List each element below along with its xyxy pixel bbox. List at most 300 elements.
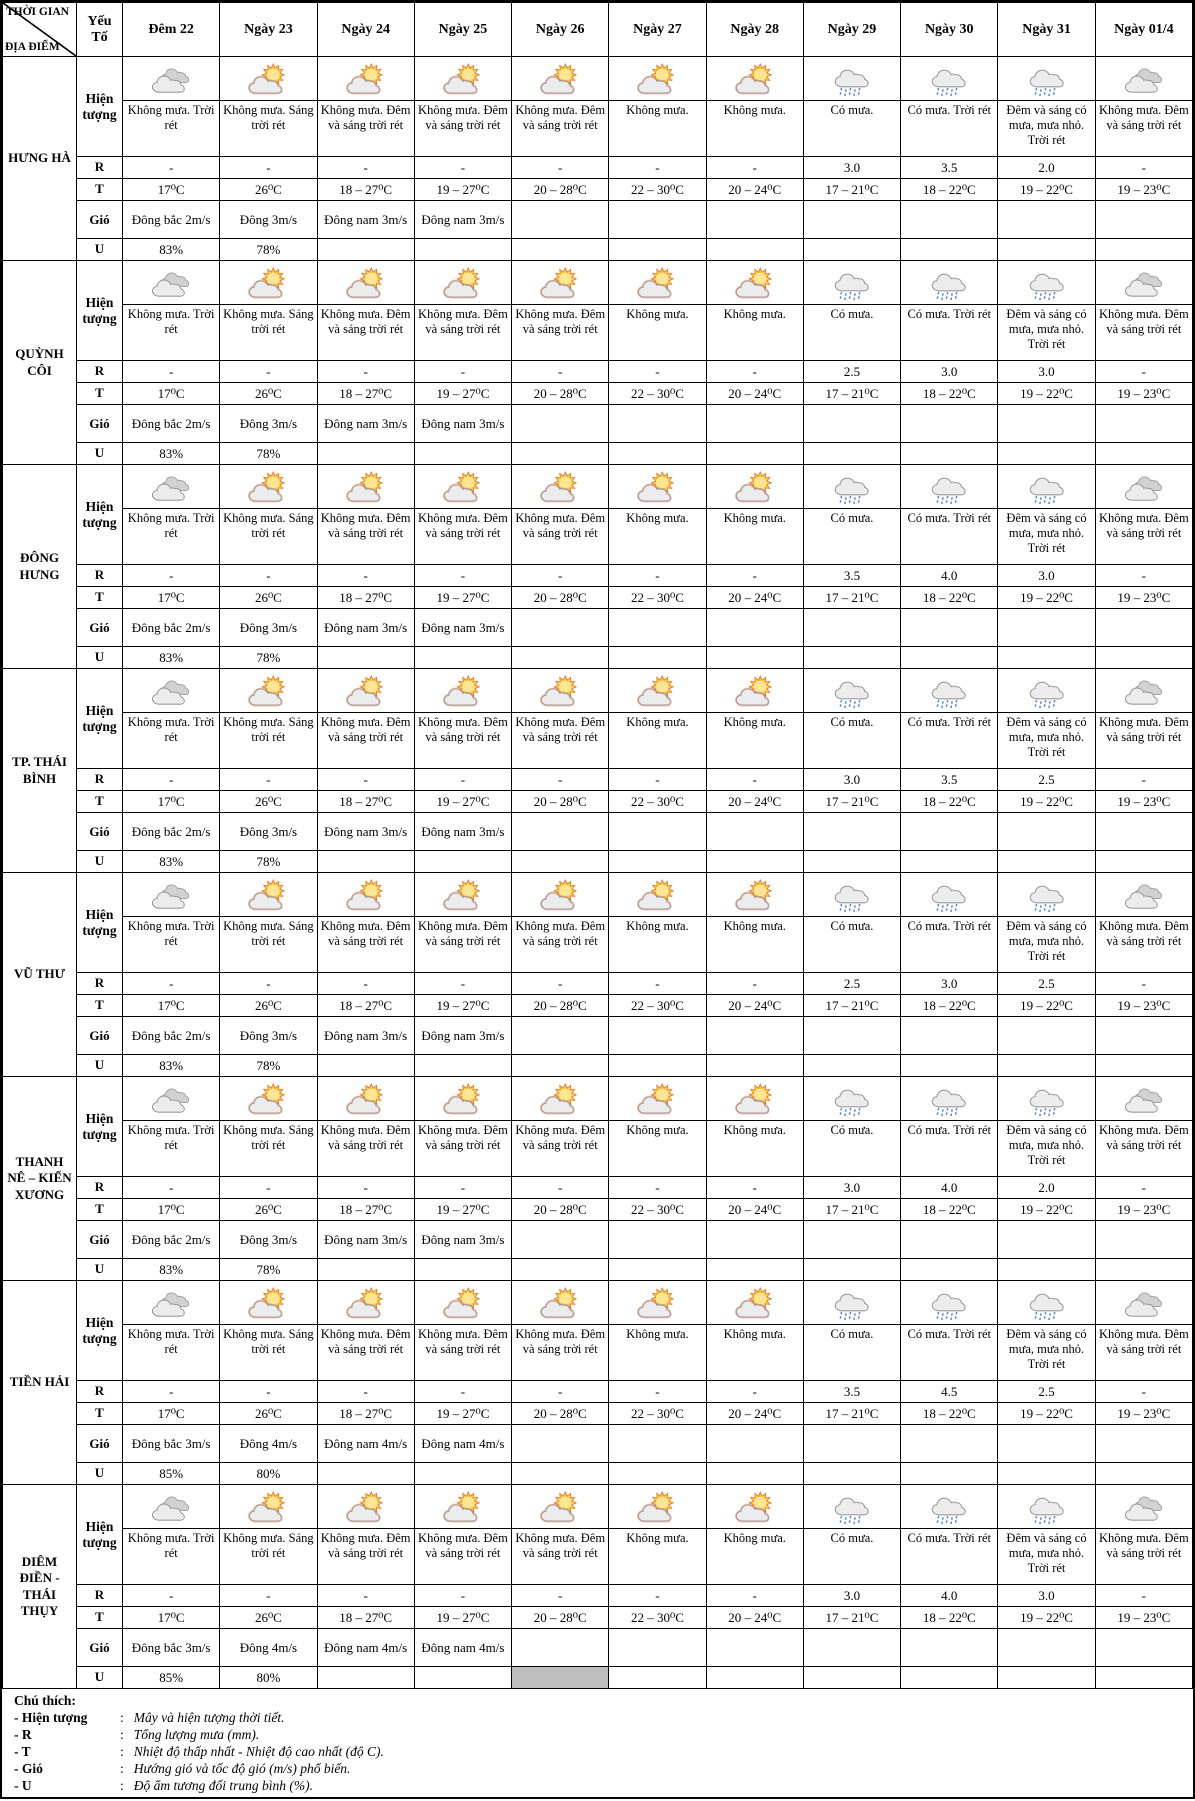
condition-text: Không mưa. Đêm và sáng trời rét	[414, 917, 511, 973]
rain-value: -	[609, 565, 706, 587]
wind-value	[706, 201, 803, 239]
wind-value: Đông 4m/s	[220, 1629, 317, 1667]
condition-text: Không mưa. Đêm và sáng trời rét	[512, 917, 609, 973]
weather-icon-cell	[414, 669, 511, 713]
weather-icon-cell	[803, 465, 900, 509]
rain-value: -	[609, 769, 706, 791]
sun-cloud-icon	[442, 879, 484, 915]
humidity-value	[901, 1667, 998, 1689]
condition-text: Đêm và sáng có mưa, mưa nhỏ. Trời rét	[998, 1121, 1095, 1177]
weather-icon-cell	[220, 873, 317, 917]
wind-value	[609, 813, 706, 851]
row-temp	[3, 1403, 1193, 1425]
humidity-value	[706, 1667, 803, 1689]
wind-value	[803, 813, 900, 851]
condition-text: Không mưa. Đêm và sáng trời rét	[512, 305, 609, 361]
condition-text: Có mưa. Trời rét	[901, 101, 998, 157]
sun-cloud-icon	[442, 1491, 484, 1527]
row-temp	[3, 995, 1193, 1017]
wind-value	[512, 1017, 609, 1055]
humidity-value	[998, 1463, 1095, 1485]
weather-icon-cell	[512, 1485, 609, 1529]
humidity-value: 83%	[123, 851, 220, 873]
weather-icon-cell	[1095, 669, 1192, 713]
humidity-value	[317, 1055, 414, 1077]
humidity-value	[901, 239, 998, 261]
row-label-weather: Hiện tượng	[77, 669, 123, 769]
wind-value: Đông nam 3m/s	[414, 813, 511, 851]
rain-value: -	[414, 157, 511, 179]
weather-icon-cell	[414, 1077, 511, 1121]
rain-value: -	[220, 1585, 317, 1607]
wind-value	[609, 1629, 706, 1667]
rain-value: -	[123, 1177, 220, 1199]
humidity-value	[317, 239, 414, 261]
humidity-value: 78%	[220, 239, 317, 261]
temp-value: 17⁰C	[123, 791, 220, 813]
condition-text: Không mưa. Đêm và sáng trời rét	[414, 1121, 511, 1177]
row-label-humidity: U	[77, 1055, 123, 1077]
temp-value: 17⁰C	[123, 179, 220, 201]
row-wind	[3, 201, 1193, 239]
rain-icon	[831, 267, 873, 303]
row-label-wind: Gió	[77, 405, 123, 443]
temp-value: 26⁰C	[220, 791, 317, 813]
row-label-rain: R	[77, 361, 123, 383]
humidity-value	[414, 239, 511, 261]
wind-value	[512, 1425, 609, 1463]
sun-cloud-icon	[734, 1287, 776, 1323]
wind-value	[803, 1017, 900, 1055]
wind-value: Đông 3m/s	[220, 201, 317, 239]
rain-value: -	[1095, 361, 1192, 383]
rain-icon	[831, 879, 873, 915]
wind-value: Đông bắc 2m/s	[123, 405, 220, 443]
condition-text: Không mưa. Sáng trời rét	[220, 1325, 317, 1381]
wind-value	[609, 201, 706, 239]
rain-icon	[928, 267, 970, 303]
rain-value: -	[414, 565, 511, 587]
condition-text: Không mưa. Trời rét	[123, 101, 220, 157]
rain-value: -	[512, 973, 609, 995]
date-header: Ngày 28	[706, 3, 803, 57]
row-humidity	[3, 239, 1193, 261]
rain-value: -	[512, 1177, 609, 1199]
weather-icon-cell	[901, 465, 998, 509]
cloudy-icon	[1123, 1491, 1165, 1527]
temp-value: 19 – 22⁰C	[998, 587, 1095, 609]
humidity-value	[317, 1259, 414, 1281]
sun-cloud-icon	[247, 1083, 289, 1119]
condition-text: Có mưa. Trời rét	[901, 1121, 998, 1177]
row-wind	[3, 1629, 1193, 1667]
wind-value	[1095, 813, 1192, 851]
temp-value: 19 – 27⁰C	[414, 179, 511, 201]
cloudy-icon	[150, 1491, 192, 1527]
row-label-weather: Hiện tượng	[77, 57, 123, 157]
weather-icon-cell	[803, 1281, 900, 1325]
condition-text: Không mưa.	[706, 509, 803, 565]
temp-value: 18 – 22⁰C	[901, 179, 998, 201]
row-wind	[3, 609, 1193, 647]
sun-cloud-icon	[345, 879, 387, 915]
condition-text: Có mưa. Trời rét	[901, 1529, 998, 1585]
wind-value: Đông 3m/s	[220, 813, 317, 851]
sun-cloud-icon	[539, 879, 581, 915]
humidity-value	[1095, 239, 1192, 261]
temp-value: 19 – 23⁰C	[1095, 1199, 1192, 1221]
condition-text: Không mưa.	[706, 1325, 803, 1381]
row-label-temp: T	[77, 1199, 123, 1221]
wind-value: Đông 3m/s	[220, 1017, 317, 1055]
table-header-row	[3, 3, 1193, 57]
legend-separator: :	[120, 1778, 124, 1793]
wind-value	[803, 609, 900, 647]
rain-value: -	[512, 1585, 609, 1607]
weather-icon-cell	[706, 465, 803, 509]
row-temp	[3, 791, 1193, 813]
sun-cloud-icon	[636, 267, 678, 303]
temp-value: 19 – 22⁰C	[998, 1199, 1095, 1221]
condition-text: Không mưa. Đêm và sáng trời rét	[317, 101, 414, 157]
temp-value: 19 – 23⁰C	[1095, 1607, 1192, 1629]
weather-icon-cell	[998, 1281, 1095, 1325]
wind-value	[706, 609, 803, 647]
wind-value	[803, 405, 900, 443]
sun-cloud-icon	[539, 675, 581, 711]
date-header: Ngày 29	[803, 3, 900, 57]
rain-value: -	[220, 361, 317, 383]
condition-text: Không mưa.	[609, 1529, 706, 1585]
weather-icon-cell	[803, 57, 900, 101]
weather-icon-cell	[803, 669, 900, 713]
humidity-value	[803, 1259, 900, 1281]
condition-text: Có mưa. Trời rét	[901, 713, 998, 769]
humidity-value	[706, 1463, 803, 1485]
condition-text: Không mưa. Đêm và sáng trời rét	[512, 1121, 609, 1177]
humidity-value	[803, 443, 900, 465]
wind-value	[803, 1221, 900, 1259]
humidity-value	[317, 1463, 414, 1485]
condition-text: Không mưa. Đêm và sáng trời rét	[317, 1121, 414, 1177]
weather-icon-cell	[512, 669, 609, 713]
sun-cloud-icon	[636, 1083, 678, 1119]
humidity-value	[414, 851, 511, 873]
wind-value	[512, 201, 609, 239]
humidity-value	[1095, 851, 1192, 873]
humidity-value	[803, 1463, 900, 1485]
wind-value	[512, 405, 609, 443]
rain-value: -	[123, 1381, 220, 1403]
temp-value: 17⁰C	[123, 1199, 220, 1221]
sun-cloud-icon	[539, 267, 581, 303]
humidity-value	[803, 647, 900, 669]
sun-cloud-icon	[734, 1083, 776, 1119]
weather-icon-cell	[998, 261, 1095, 305]
humidity-value: 85%	[123, 1463, 220, 1485]
date-header: Đêm 22	[123, 3, 220, 57]
row-humidity	[3, 647, 1193, 669]
temp-value: 19 – 27⁰C	[414, 791, 511, 813]
temp-value: 19 – 27⁰C	[414, 1403, 511, 1425]
cloudy-icon	[1123, 675, 1165, 711]
row-wind	[3, 1425, 1193, 1463]
weather-icon-cell	[803, 1485, 900, 1529]
weather-icon-cell	[123, 261, 220, 305]
rain-icon	[1026, 63, 1068, 99]
wind-value	[998, 201, 1095, 239]
humidity-value	[512, 443, 609, 465]
humidity-value-shaded	[512, 1667, 609, 1689]
condition-text: Không mưa. Trời rét	[123, 1529, 220, 1585]
humidity-value	[609, 443, 706, 465]
humidity-value	[414, 647, 511, 669]
rain-icon	[928, 1287, 970, 1323]
humidity-value	[1095, 1259, 1192, 1281]
wind-value	[998, 813, 1095, 851]
row-humidity	[3, 851, 1193, 873]
weather-icon-cell	[706, 873, 803, 917]
rain-value: -	[317, 361, 414, 383]
rain-value: -	[1095, 1177, 1192, 1199]
rain-icon	[831, 63, 873, 99]
condition-text: Không mưa. Sáng trời rét	[220, 917, 317, 973]
row-rain	[3, 157, 1193, 179]
condition-text: Không mưa.	[706, 1529, 803, 1585]
humidity-value	[706, 851, 803, 873]
rain-value: -	[512, 1381, 609, 1403]
condition-text: Đêm và sáng có mưa, mưa nhỏ. Trời rét	[998, 1325, 1095, 1381]
condition-text: Có mưa.	[803, 1325, 900, 1381]
temp-value: 20 – 24⁰C	[706, 791, 803, 813]
rain-value: 2.5	[803, 361, 900, 383]
humidity-value	[1095, 443, 1192, 465]
condition-text: Đêm và sáng có mưa, mưa nhỏ. Trời rét	[998, 305, 1095, 361]
wind-value: Đông bắc 2m/s	[123, 201, 220, 239]
rain-value: 3.0	[901, 361, 998, 383]
wind-value: Đông nam 3m/s	[414, 609, 511, 647]
wind-value	[998, 609, 1095, 647]
rain-value: 2.5	[803, 973, 900, 995]
humidity-value	[512, 1259, 609, 1281]
humidity-value	[609, 1259, 706, 1281]
weather-icon-cell	[706, 1281, 803, 1325]
rain-value: 2.5	[998, 1381, 1095, 1403]
rain-icon	[928, 1491, 970, 1527]
weather-icon-cell	[414, 57, 511, 101]
row-rain	[3, 1381, 1193, 1403]
weather-icon-cell	[317, 669, 414, 713]
date-header: Ngày 30	[901, 3, 998, 57]
temp-value: 17 – 21⁰C	[803, 587, 900, 609]
temp-value: 18 – 27⁰C	[317, 995, 414, 1017]
weather-icon-cell	[706, 261, 803, 305]
rain-value: -	[1095, 565, 1192, 587]
humidity-value	[317, 647, 414, 669]
temp-value: 17 – 21⁰C	[803, 179, 900, 201]
condition-text: Có mưa.	[803, 1121, 900, 1177]
weather-icon-cell	[512, 1077, 609, 1121]
weather-icon-cell	[414, 261, 511, 305]
rain-value: 4.5	[901, 1381, 998, 1403]
temp-value: 26⁰C	[220, 995, 317, 1017]
temp-value: 20 – 28⁰C	[512, 1199, 609, 1221]
legend-item-label: - U	[14, 1778, 32, 1793]
sun-cloud-icon	[636, 675, 678, 711]
wind-value	[901, 1017, 998, 1055]
condition-text: Có mưa.	[803, 101, 900, 157]
weather-icon-cell	[609, 873, 706, 917]
wind-value	[803, 201, 900, 239]
weather-icon-cell	[220, 57, 317, 101]
wind-value: Đông 3m/s	[220, 1221, 317, 1259]
sun-cloud-icon	[734, 471, 776, 507]
sun-cloud-icon	[442, 1287, 484, 1323]
legend-item	[14, 1710, 1189, 1726]
condition-text: Không mưa. Đêm và sáng trời rét	[1095, 713, 1192, 769]
temp-value: 17 – 21⁰C	[803, 1199, 900, 1221]
row-weather-text	[3, 713, 1193, 769]
humidity-value: 80%	[220, 1667, 317, 1689]
weather-icon-cell	[998, 57, 1095, 101]
row-weather-icons	[3, 261, 1193, 305]
condition-text: Đêm và sáng có mưa, mưa nhỏ. Trời rét	[998, 101, 1095, 157]
rain-value: -	[512, 565, 609, 587]
rain-value: -	[317, 1381, 414, 1403]
condition-text: Không mưa. Đêm và sáng trời rét	[317, 509, 414, 565]
sun-cloud-icon	[734, 267, 776, 303]
weather-icon-cell	[1095, 1281, 1192, 1325]
legend-item-label: - Hiện tượng	[14, 1710, 88, 1725]
location-name: THANH NÊ – KIẾN XƯƠNG	[3, 1077, 77, 1281]
wind-value: Đông bắc 3m/s	[123, 1629, 220, 1667]
wind-value	[706, 1221, 803, 1259]
wind-value: Đông nam 3m/s	[317, 201, 414, 239]
temp-value: 20 – 24⁰C	[706, 1607, 803, 1629]
humidity-value: 83%	[123, 647, 220, 669]
condition-text: Không mưa. Đêm và sáng trời rét	[1095, 101, 1192, 157]
temp-value: 22 – 30⁰C	[609, 995, 706, 1017]
weather-icon-cell	[123, 465, 220, 509]
rain-icon	[928, 63, 970, 99]
date-header: Ngày 27	[609, 3, 706, 57]
legend-item-desc: Hướng gió và tốc độ gió (m/s) phổ biến.	[133, 1761, 351, 1776]
condition-text: Có mưa.	[803, 305, 900, 361]
condition-text: Không mưa. Đêm và sáng trời rét	[1095, 917, 1192, 973]
rain-icon	[831, 1287, 873, 1323]
temp-value: 20 – 24⁰C	[706, 1403, 803, 1425]
temp-value: 20 – 24⁰C	[706, 383, 803, 405]
condition-text: Không mưa. Đêm và sáng trời rét	[414, 509, 511, 565]
condition-text: Có mưa. Trời rét	[901, 1325, 998, 1381]
condition-text: Không mưa. Đêm và sáng trời rét	[512, 509, 609, 565]
wind-value	[706, 1017, 803, 1055]
row-temp	[3, 587, 1193, 609]
humidity-value	[998, 239, 1095, 261]
condition-text: Có mưa.	[803, 917, 900, 973]
wind-value	[512, 813, 609, 851]
weather-icon-cell	[803, 1077, 900, 1121]
temp-value: 19 – 27⁰C	[414, 1607, 511, 1629]
row-label-rain: R	[77, 1177, 123, 1199]
wind-value: Đông nam 3m/s	[317, 813, 414, 851]
rain-value: -	[1095, 157, 1192, 179]
condition-text: Có mưa.	[803, 713, 900, 769]
wind-value: Đông nam 3m/s	[317, 609, 414, 647]
row-label-humidity: U	[77, 1667, 123, 1689]
rain-value: -	[609, 1381, 706, 1403]
cloudy-icon	[150, 675, 192, 711]
wind-value: Đông nam 4m/s	[414, 1425, 511, 1463]
condition-text: Không mưa. Đêm và sáng trời rét	[512, 1325, 609, 1381]
humidity-value	[803, 851, 900, 873]
temp-value: 19 – 23⁰C	[1095, 179, 1192, 201]
location-name: HƯNG HÀ	[3, 57, 77, 261]
row-label-humidity: U	[77, 1259, 123, 1281]
rain-value: -	[414, 1381, 511, 1403]
wind-value	[901, 609, 998, 647]
rain-value: -	[123, 565, 220, 587]
rain-value: -	[220, 973, 317, 995]
temp-value: 18 – 22⁰C	[901, 383, 998, 405]
condition-text: Không mưa.	[706, 713, 803, 769]
condition-text: Không mưa.	[609, 1325, 706, 1381]
weather-icon-cell	[706, 1485, 803, 1529]
temp-value: 26⁰C	[220, 1607, 317, 1629]
legend-item-label: - R	[14, 1727, 32, 1742]
wind-value: Đông 3m/s	[220, 609, 317, 647]
temp-value: 18 – 22⁰C	[901, 995, 998, 1017]
humidity-value	[998, 1055, 1095, 1077]
date-header: Ngày 26	[512, 3, 609, 57]
date-header: Ngày 23	[220, 3, 317, 57]
humidity-value: 80%	[220, 1463, 317, 1485]
factor-header: Yếu Tố	[77, 3, 123, 57]
row-label-temp: T	[77, 179, 123, 201]
rain-icon	[1026, 879, 1068, 915]
wind-value	[609, 1017, 706, 1055]
rain-value: 3.0	[901, 973, 998, 995]
cloudy-icon	[1123, 1083, 1165, 1119]
wind-value	[901, 405, 998, 443]
cloudy-icon	[1123, 1287, 1165, 1323]
humidity-value	[512, 239, 609, 261]
row-label-weather: Hiện tượng	[77, 1281, 123, 1381]
row-label-weather: Hiện tượng	[77, 465, 123, 565]
temp-value: 18 – 27⁰C	[317, 1403, 414, 1425]
legend-separator: :	[120, 1710, 124, 1725]
wind-value	[512, 1221, 609, 1259]
temp-value: 19 – 27⁰C	[414, 1199, 511, 1221]
temp-value: 20 – 28⁰C	[512, 995, 609, 1017]
humidity-value	[901, 1259, 998, 1281]
wind-value	[609, 1221, 706, 1259]
sun-cloud-icon	[734, 63, 776, 99]
row-humidity	[3, 1463, 1193, 1485]
rain-value: 2.5	[998, 769, 1095, 791]
rain-icon	[1026, 1491, 1068, 1527]
wind-value	[706, 813, 803, 851]
row-label-humidity: U	[77, 443, 123, 465]
temp-value: 17⁰C	[123, 587, 220, 609]
weather-icon-cell	[123, 669, 220, 713]
rain-value: 3.5	[901, 157, 998, 179]
humidity-value: 83%	[123, 1259, 220, 1281]
row-weather-text	[3, 917, 1193, 973]
sun-cloud-icon	[345, 1083, 387, 1119]
date-header: Ngày 01/4	[1095, 3, 1192, 57]
sun-cloud-icon	[734, 1491, 776, 1527]
